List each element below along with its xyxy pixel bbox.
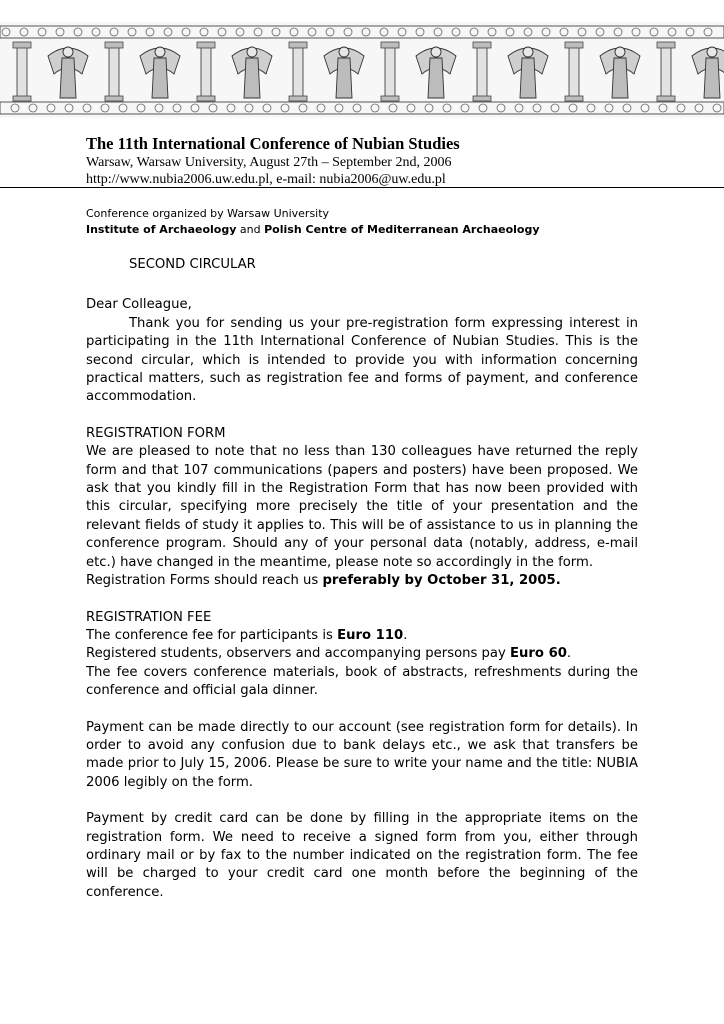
column-shaft (477, 46, 487, 100)
student-fee-text: Registered students, observers and accompanying persons pay (86, 646, 511, 662)
venue-dates: Warsaw, Warsaw University, August 27th – September 2nd, 2006 (86, 155, 452, 170)
winged-figure-head (339, 47, 349, 57)
column-base (197, 96, 215, 101)
winged-figure-head (155, 47, 165, 57)
column-shaft (17, 46, 27, 100)
column-shaft (109, 46, 119, 100)
participant-fee (86, 627, 638, 645)
circular-body (86, 206, 638, 902)
column-shaft (385, 46, 395, 100)
deadline-prefix: Registration Forms should reach us (86, 573, 323, 589)
participant-fee-text: The conference fee for participants is (86, 627, 338, 643)
contact-info: http://www.nubia2006.uw.edu.pl, e-mail: nubia2006@uw.edu.pl (86, 172, 446, 187)
registration-form-paragraph: We are pleased to note that no less than 130 colleagues have returned the reply form and that 107 communications (papers and posters) have been proposed. We ask that you kindly fill in the Registration Form that has now been provided with this circular, specifying more precisely the title of your presentation and the relevant fields of study it applies to. This will be of assistance to us in planning the conference program. Should any of your personal data (notably, address, e-mail etc.) have changed in the meantime, please note so accordingly in the form. (86, 444, 638, 570)
institute-name: Institute of Archaeology (86, 223, 237, 236)
header-divider (0, 187, 724, 188)
column-base (289, 96, 307, 101)
organizer-intro: Conference organized by Warsaw University (86, 207, 330, 220)
fee-coverage: The fee covers conference materials, book of abstracts, refreshments during the conference and official gala dinner. (86, 664, 638, 699)
column-base (565, 96, 583, 101)
winged-figure-body (152, 58, 168, 98)
participant-fee-amount: Euro 110 (337, 627, 404, 643)
winged-figure-body (60, 58, 76, 98)
column-capital (381, 42, 399, 48)
column-capital (289, 42, 307, 48)
column-capital (473, 42, 491, 48)
circular-title: SECOND CIRCULAR (129, 257, 256, 272)
centre-name: Polish Centre of Mediterranean Archaeology (264, 223, 540, 236)
registration-fee-heading: REGISTRATION FEE (86, 609, 212, 625)
column-base (105, 96, 123, 101)
participant-fee-period: . (403, 627, 408, 643)
column-shaft (569, 46, 579, 100)
student-fee (86, 645, 638, 663)
frieze-drawing (0, 22, 724, 118)
winged-figure-head (707, 47, 717, 57)
column-base (13, 96, 31, 101)
registration-deadline (86, 572, 638, 590)
student-fee-period: . (566, 646, 572, 662)
organizer-connector: and (236, 223, 265, 236)
winged-figure-head (247, 47, 257, 57)
winged-figure-head (615, 47, 625, 57)
salutation: Dear Colleague, (86, 297, 192, 313)
column-base (381, 96, 399, 101)
winged-figure-body (704, 58, 720, 98)
column-capital (657, 42, 675, 48)
conference-title: The 11th International Conference of Nubian Studies (86, 134, 460, 153)
intro-paragraph: Thank you for sending us your pre-registration form expressing interest in participating in the 11th International Conference of Nubian Studies. This is the second circular, which is intended to provide you with information concerning practical matters, such as registration fee and forms of payment, and conference accommodation. (86, 315, 638, 405)
winged-figure-body (428, 58, 444, 98)
registration-form-heading: REGISTRATION FORM (86, 425, 226, 441)
column-base (657, 96, 675, 101)
column-capital (197, 42, 215, 48)
winged-figure-body (244, 58, 260, 98)
winged-figure-head (431, 47, 441, 57)
payment-card-paragraph: Payment by credit card can be done by filling in the appropriate items on the registration form. We need to receive a signed form from you, either through ordinary mail or by fax to the number indicated on the registration form. The fee will be charged to your credit card one month before the beginning of the conference. (86, 811, 638, 900)
column-shaft (661, 46, 671, 100)
student-fee-amount: Euro 60 (510, 646, 567, 662)
nubian-frieze-banner (0, 22, 724, 118)
organizer-units (86, 222, 638, 238)
winged-figure-body (336, 58, 352, 98)
winged-figure-body (520, 58, 536, 98)
column-capital (565, 42, 583, 48)
winged-figure-head (63, 47, 73, 57)
column-capital (105, 42, 123, 48)
deadline-date: preferably by October 31, 2005. (322, 573, 561, 589)
payment-account-paragraph: Payment can be made directly to our account (see registration form for details). In order to avoid any confusion due to bank delays etc., we ask that transfers be made prior to July 15, 2006. Please be sure to write your name and the title: NUBIA 2006 legibly on the form. (86, 719, 638, 790)
column-capital (13, 42, 31, 48)
column-base (473, 96, 491, 101)
column-shaft (201, 46, 211, 100)
winged-figure-body (612, 58, 628, 98)
conference-masthead (86, 134, 706, 188)
winged-figure-head (523, 47, 533, 57)
column-shaft (293, 46, 303, 100)
